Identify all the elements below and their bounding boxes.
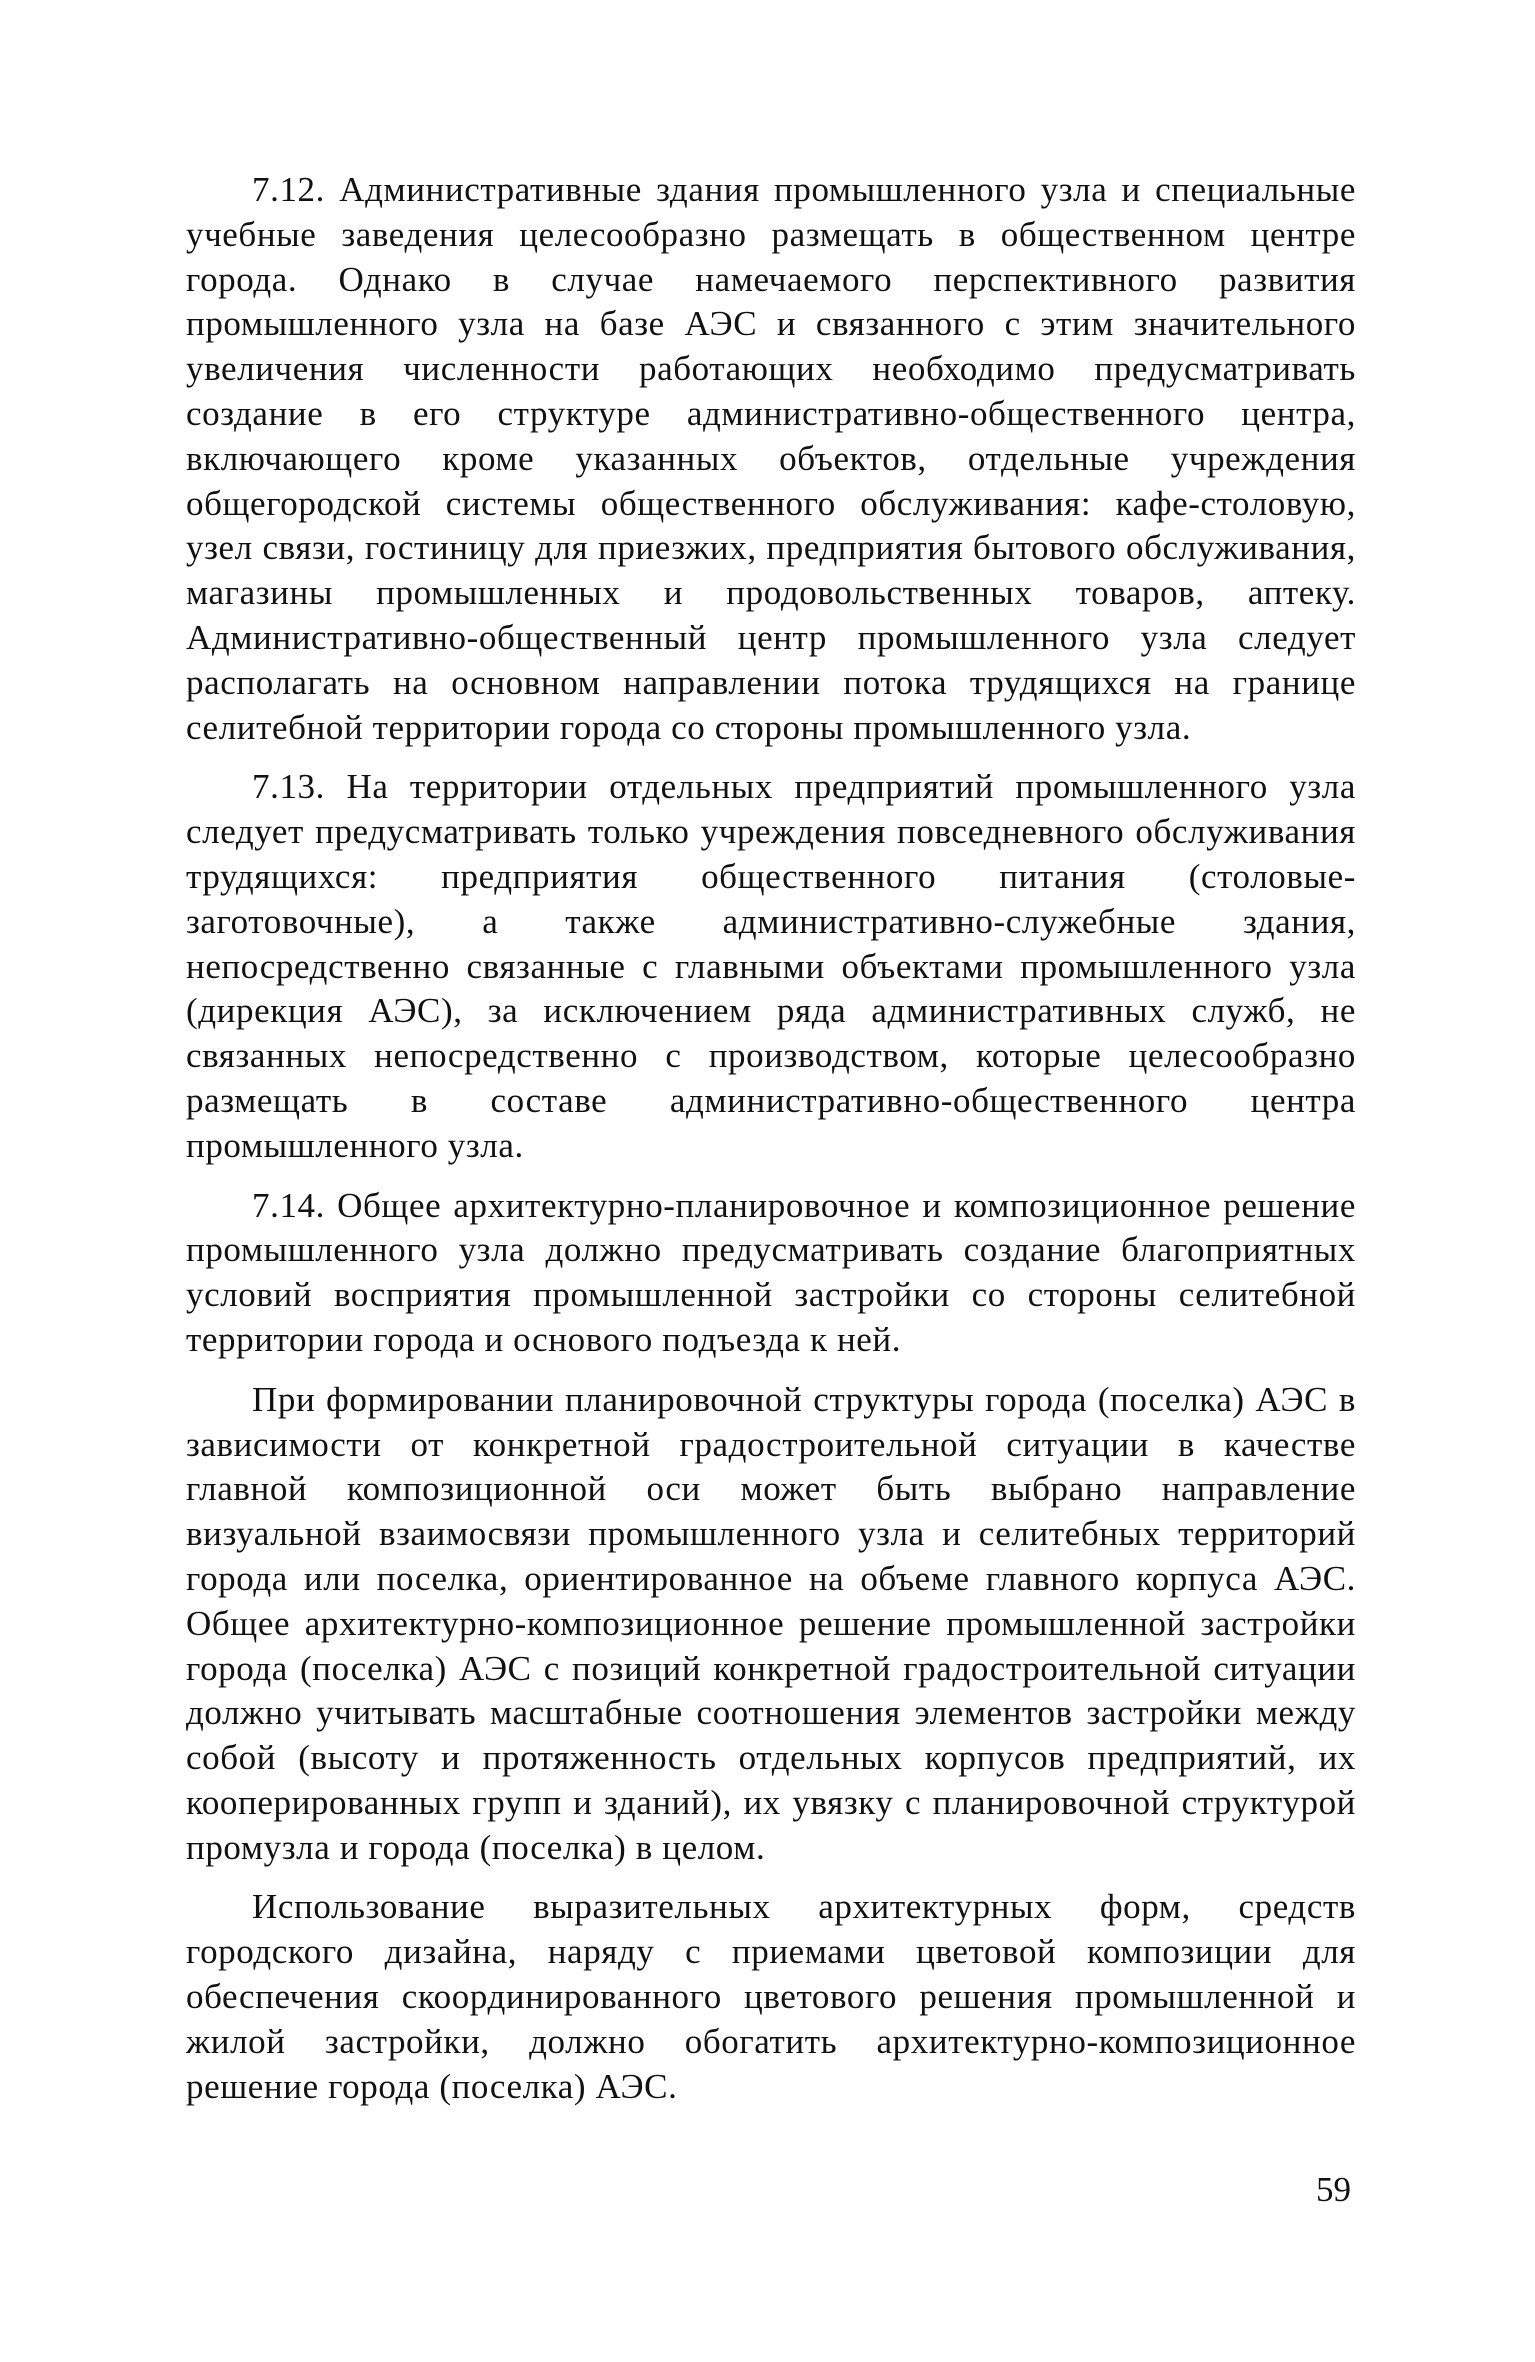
paragraph-design-forms: Использование выразительных архитектурных форм, средств городского дизайна, наряду с приемами цветовой композиции для обеспечения скоординированного цветового решения промышленной и жилой застройки, должно обогатить архитектурно-композиционное решение города (поселка) АЭС.	[186, 1887, 1356, 2106]
paragraph-7-12: 7.12. Административные здания промышленного узла и специальные учебные заведения целесообразно размещать в общественном центре города. Однако в случае намечаемого перспективного развития промышленного узла на базе АЭС и связанного с этим значительного увеличения численности работающих необходимо предусматривать создание в его структуре административно-общественного центра, включающего кроме указанных объектов, отдельные учреждения общегородской системы общественного обслуживания: кафе-столовую, узел связи, гостиницу для приезжих, предприятия бытового обслуживания, магазины промышленных и продовольственных товаров, аптеку. Административно-общественный центр промышленного узла следует располагать на основном направлении потока трудящихся на границе селитебной территории города со стороны промышленного узла.	[186, 170, 1356, 747]
paragraph-7-13: 7.13. На территории отдельных предприятий промышленного узла следует предусматривать только учреждения повседневного обслуживания трудящихся: предприятия общественного питания (столовые-заготовочные), а также административно-служебные здания, непосредственно связанные с главными объектами промышленного узла (дирекция АЭС), за исключением ряда административных служб, не связанных непосредственно с производством, которые целесообразно размещать в составе административно-общественного центра промышленного узла.	[186, 767, 1356, 1165]
body-text	[186, 168, 1356, 2109]
paragraph-planning-structure: При формировании планировочной структуры города (поселка) АЭС в зависимости от конкретной градостроительной ситуации в качестве главной композиционной оси может быть выбрано направление визуальной взаимосвязи промышленного узла и селитебных территорий города или поселка, ориентированное на объеме главного корпуса АЭС. Общее архитектурно-композиционное решение промышленной застройки города (поселка) АЭС с позиций конкретной градостроительной ситуации должно учитывать масштабные соотношения элементов застройки между собой (высоту и протяженность отдельных корпусов предприятий, их кооперированных групп и зданий), их увязку с планировочной структурой промузла и города (поселка) в целом.	[186, 1379, 1356, 1867]
paragraph-7-14: 7.14. Общее архитектурно-планировочное и композиционное решение промышленного узла должно предусматривать создание благоприятных условий восприятия промышленной застройки со стороны селитебной территории города и основого подъезда к ней.	[186, 1185, 1356, 1359]
page-number: 59	[1316, 2170, 1351, 2209]
